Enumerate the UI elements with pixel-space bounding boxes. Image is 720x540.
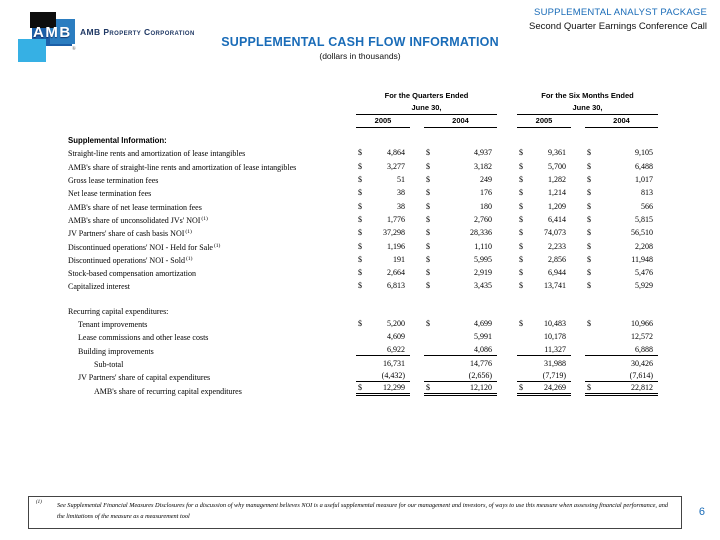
value-text: 5,476	[635, 268, 653, 278]
value-text: 6,922	[387, 344, 405, 354]
value-cell	[356, 281, 410, 291]
value-text: 5,815	[635, 214, 653, 224]
value-text: 6,488	[635, 161, 653, 171]
dollar-sign: $	[358, 201, 362, 211]
dollar-sign: $	[587, 382, 591, 392]
footnote-box	[28, 496, 682, 529]
value-cell	[424, 255, 497, 265]
dollar-sign: $	[519, 382, 523, 392]
value-text: 56,510	[631, 228, 653, 238]
value-text: 28,336	[470, 228, 492, 238]
value-cell	[585, 188, 658, 198]
dollar-sign: $	[358, 148, 362, 158]
value-cell	[585, 383, 658, 396]
row-label: Tenant improvements	[78, 320, 148, 330]
group-title-row	[68, 88, 668, 101]
footnote-ref: (1)	[213, 242, 221, 249]
company-name: AMB Property Corporation	[80, 27, 195, 37]
value-cell	[356, 188, 410, 198]
table-row	[68, 265, 668, 278]
section-spacer	[68, 291, 668, 302]
dollar-sign: $	[426, 201, 430, 211]
row-label: JV Partners' share of capital expenditures	[78, 373, 211, 383]
value-cell	[585, 255, 658, 265]
dollar-sign: $	[426, 281, 430, 291]
dollar-sign: $	[358, 214, 362, 224]
dollar-sign: $	[587, 268, 591, 278]
dollar-sign: $	[519, 281, 523, 291]
table-row	[68, 238, 668, 251]
value-text: 4,699	[474, 319, 492, 329]
value-text: 74,073	[544, 228, 566, 238]
value-text: 4,864	[387, 148, 405, 158]
footnote-ref: (1)	[185, 229, 192, 236]
value-text: 30,426	[631, 358, 653, 368]
value-text: 12,299	[383, 382, 405, 392]
value-text: 51	[397, 175, 405, 185]
row-label: AMB's share of recurring capital expenditures	[94, 386, 242, 396]
group-date-row	[68, 101, 668, 114]
logo-square-cyan	[18, 39, 46, 62]
table-row	[68, 172, 668, 185]
value-text: 38	[397, 188, 405, 198]
value-cell	[424, 148, 497, 158]
value-cell	[424, 268, 497, 278]
value-text: 9,105	[635, 148, 653, 158]
value-text: (2,656)	[468, 371, 492, 381]
row-label: Stock-based compensation amortization	[68, 269, 196, 279]
value-cell	[356, 202, 410, 212]
dollar-sign: $	[587, 148, 591, 158]
row-label: AMB's share of unconsolidated JVs' NOI$^{(1)}$	[68, 215, 208, 225]
value-text: 176	[480, 188, 492, 198]
table-row	[68, 145, 668, 158]
value-text: 2,233	[548, 241, 566, 251]
value-text: 10,178	[544, 332, 566, 342]
value-cell	[585, 345, 658, 356]
value-text: 14,776	[470, 358, 492, 368]
year-header: 2005	[517, 116, 571, 128]
dollar-sign: $	[519, 268, 523, 278]
dollar-sign: $	[358, 241, 362, 251]
value-text: 5,929	[635, 281, 653, 291]
table-row	[68, 369, 668, 382]
value-cell	[585, 359, 658, 369]
value-cell	[424, 175, 497, 185]
value-text: 3,435	[474, 281, 492, 291]
table-row	[68, 198, 668, 211]
value-cell	[585, 268, 658, 278]
dollar-sign: $	[358, 319, 362, 329]
value-cell	[356, 383, 410, 396]
logo-wordmark: AMB	[33, 24, 72, 41]
value-cell	[517, 345, 571, 356]
section-heading: Recurring capital expenditures:	[68, 306, 169, 316]
dollar-sign: $	[358, 161, 362, 171]
value-cell	[517, 228, 571, 238]
dollar-sign: $	[519, 201, 523, 211]
dollar-sign: $	[358, 228, 362, 238]
dollar-sign: $	[519, 161, 523, 171]
dollar-sign: $	[519, 188, 523, 198]
analyst-package-label: SUPPLEMENTAL ANALYST PACKAGE	[534, 7, 707, 18]
value-text: 5,700	[548, 161, 566, 171]
value-text: 12,120	[470, 382, 492, 392]
value-text: 2,919	[474, 268, 492, 278]
value-text: 37,298	[383, 228, 405, 238]
dollar-sign: $	[587, 319, 591, 329]
table-row	[68, 185, 668, 198]
group-title-quarters: For the Quarters Ended	[384, 91, 469, 101]
value-cell	[356, 175, 410, 185]
value-text: 16,731	[383, 358, 405, 368]
value-cell	[517, 281, 571, 291]
row-label: Discontinued operations' NOI - Held for Sale$^{(1)}$	[68, 242, 221, 252]
value-text: 2,664	[387, 268, 405, 278]
value-text: 31,988	[544, 358, 566, 368]
page-subtitle: (dollars in thousands)	[319, 51, 401, 61]
table-row	[68, 252, 668, 265]
value-cell	[356, 242, 410, 252]
row-label: Straight-line rents and amortization of lease intangibles	[68, 149, 246, 159]
value-text: (7,614)	[629, 371, 653, 381]
dollar-sign: $	[587, 175, 591, 185]
dollar-sign: $	[587, 214, 591, 224]
table-section	[68, 132, 668, 292]
value-cell	[356, 215, 410, 225]
dollar-sign: $	[519, 214, 523, 224]
year-header: 2005	[356, 116, 410, 128]
table-row	[68, 158, 668, 171]
table-row	[68, 342, 668, 355]
dollar-sign: $	[519, 254, 523, 264]
table-row	[68, 225, 668, 238]
value-cell	[585, 332, 658, 342]
value-text: 12,572	[631, 332, 653, 342]
value-text: 4,086	[474, 344, 492, 354]
value-text: 3,182	[474, 161, 492, 171]
section-heading: Supplemental Information:	[68, 136, 167, 146]
dollar-sign: $	[519, 241, 523, 251]
value-text: 2,856	[548, 254, 566, 264]
value-cell	[585, 215, 658, 225]
dollar-sign: $	[587, 188, 591, 198]
value-cell	[585, 148, 658, 158]
cash-flow-table	[68, 88, 668, 396]
section-heading-row	[68, 132, 668, 145]
value-cell	[517, 215, 571, 225]
dollar-sign: $	[358, 175, 362, 185]
dollar-sign: $	[519, 228, 523, 238]
value-cell	[517, 162, 571, 172]
value-cell	[424, 242, 497, 252]
value-cell	[424, 319, 497, 329]
value-cell	[424, 371, 497, 382]
table-row	[68, 382, 668, 395]
value-cell	[424, 202, 497, 212]
value-text: 3,277	[387, 161, 405, 171]
value-text: 1,209	[548, 201, 566, 211]
value-cell	[517, 268, 571, 278]
row-label: JV Partners' share of cash basis NOI$^{(1)}$	[68, 229, 192, 239]
value-text: 1,214	[548, 188, 566, 198]
value-cell	[585, 371, 658, 382]
value-cell	[585, 162, 658, 172]
dollar-sign: $	[587, 161, 591, 171]
dollar-sign: $	[426, 175, 430, 185]
value-text: 1,282	[548, 175, 566, 185]
value-cell	[356, 319, 410, 329]
value-cell	[585, 202, 658, 212]
dollar-sign: $	[587, 241, 591, 251]
row-label: AMB's share of net lease termination fees	[68, 202, 202, 212]
dollar-sign: $	[426, 241, 430, 251]
value-text: 566	[641, 201, 653, 211]
dollar-sign: $	[358, 382, 362, 392]
dollar-sign: $	[426, 319, 430, 329]
value-text: 6,813	[387, 281, 405, 291]
page-title: SUPPLEMENTAL CASH FLOW INFORMATION	[221, 35, 499, 49]
value-cell	[356, 162, 410, 172]
value-cell	[424, 359, 497, 369]
value-cell	[424, 188, 497, 198]
value-cell	[356, 371, 410, 382]
value-text: 5,200	[387, 319, 405, 329]
dollar-sign: $	[358, 268, 362, 278]
dollar-sign: $	[426, 228, 430, 238]
value-cell	[517, 383, 571, 396]
value-text: 9,361	[548, 148, 566, 158]
dollar-sign: $	[426, 161, 430, 171]
value-text: 24,269	[544, 382, 566, 392]
value-cell	[424, 215, 497, 225]
value-cell	[517, 332, 571, 342]
report-header-right	[529, 7, 707, 32]
value-text: 11,327	[544, 344, 566, 354]
value-cell	[517, 148, 571, 158]
value-cell	[585, 319, 658, 329]
table-row	[68, 316, 668, 329]
value-text: 1,196	[387, 241, 405, 251]
value-cell	[356, 255, 410, 265]
value-cell	[424, 332, 497, 342]
dollar-sign: $	[587, 254, 591, 264]
value-cell	[424, 228, 497, 238]
value-text: 13,741	[544, 281, 566, 291]
row-label: AMB's share of straight-line rents and amortization of lease intangibles	[68, 162, 297, 172]
year-header-row	[68, 115, 668, 128]
value-text: 10,483	[544, 319, 566, 329]
group-date-quarters: June 30,	[356, 103, 497, 115]
value-cell	[517, 359, 571, 369]
dollar-sign: $	[358, 188, 362, 198]
table-row	[68, 356, 668, 369]
row-label: Lease commissions and other lease costs	[78, 333, 209, 343]
footnote-text: See Supplemental Financial Measures Disclosures for a discussion of why management believes NOI is a useful supplemental measure for our management and investors, of ways to use this measure when assessing financial performance, and the limitations of the measure as a measurement tool	[57, 502, 669, 520]
dollar-sign: $	[358, 254, 362, 264]
value-cell	[356, 228, 410, 238]
value-text: 1,110	[474, 241, 492, 251]
value-text: 38	[397, 201, 405, 211]
value-cell	[356, 332, 410, 342]
value-text: 191	[393, 254, 405, 264]
dollar-sign: $	[426, 148, 430, 158]
dollar-sign: $	[519, 175, 523, 185]
value-cell	[356, 268, 410, 278]
value-text: 249	[480, 175, 492, 185]
table-body	[68, 132, 668, 396]
dollar-sign: $	[519, 148, 523, 158]
value-text: 813	[641, 188, 653, 198]
footnote-ref: (1)	[185, 255, 193, 262]
value-cell	[585, 228, 658, 238]
value-cell	[517, 255, 571, 265]
value-text: 180	[480, 201, 492, 211]
value-cell	[356, 148, 410, 158]
value-text: 5,995	[474, 254, 492, 264]
footnote-ref: (1)	[201, 215, 208, 222]
conference-call-label: Second Quarter Earnings Conference Call	[529, 21, 707, 32]
value-cell	[517, 175, 571, 185]
value-cell	[585, 242, 658, 252]
value-cell	[517, 242, 571, 252]
dollar-sign: $	[426, 214, 430, 224]
dollar-sign: $	[426, 268, 430, 278]
value-cell	[424, 345, 497, 356]
row-label: Gross lease termination fees	[68, 176, 159, 186]
table-row	[68, 278, 668, 291]
value-cell	[517, 319, 571, 329]
section-heading-row	[68, 302, 668, 315]
value-text: 2,208	[635, 241, 653, 251]
row-label: Net lease termination fees	[68, 189, 152, 199]
dollar-sign: $	[358, 281, 362, 291]
value-text: 11,948	[631, 254, 653, 264]
row-label: Sub-total	[94, 359, 124, 369]
value-text: 6,888	[635, 344, 653, 354]
year-header: 2004	[585, 116, 658, 128]
page-number: 6	[698, 506, 705, 518]
value-text: 4,609	[387, 332, 405, 342]
year-header: 2004	[424, 116, 497, 128]
group-date-six-months: June 30,	[517, 103, 658, 115]
value-cell	[424, 383, 497, 396]
value-text: (4,432)	[381, 371, 405, 381]
table-row	[68, 329, 668, 342]
table-row	[68, 212, 668, 225]
dollar-sign: $	[587, 228, 591, 238]
value-text: 2,760	[474, 214, 492, 224]
table-section	[68, 302, 668, 395]
footnote-marker: (1)	[36, 500, 42, 505]
row-label: Capitalized interest	[68, 282, 130, 292]
registered-trademark-symbol: ®	[72, 47, 76, 52]
value-cell	[356, 359, 410, 369]
dollar-sign: $	[426, 254, 430, 264]
dollar-sign: $	[587, 281, 591, 291]
value-cell	[517, 371, 571, 382]
dollar-sign: $	[519, 319, 523, 329]
value-text: 10,966	[631, 319, 653, 329]
dollar-sign: $	[426, 382, 430, 392]
value-text: 4,937	[474, 148, 492, 158]
group-title-six-months: For the Six Months Ended	[541, 91, 634, 101]
dollar-sign: $	[426, 188, 430, 198]
value-text: 1,017	[635, 175, 653, 185]
value-cell	[585, 281, 658, 291]
value-cell	[517, 188, 571, 198]
value-text: 1,776	[387, 214, 405, 224]
value-cell	[424, 162, 497, 172]
value-text: 5,991	[474, 332, 492, 342]
row-label: Discontinued operations' NOI - Sold$^{(1)}$	[68, 255, 193, 265]
value-text: 6,414	[548, 214, 566, 224]
value-cell	[517, 202, 571, 212]
value-cell	[356, 345, 410, 356]
row-label: Building improvements	[78, 346, 154, 356]
value-text: 6,944	[548, 268, 566, 278]
value-cell	[585, 175, 658, 185]
value-text: (7,719)	[542, 371, 566, 381]
value-cell	[424, 281, 497, 291]
value-text: 22,812	[631, 382, 653, 392]
dollar-sign: $	[587, 201, 591, 211]
